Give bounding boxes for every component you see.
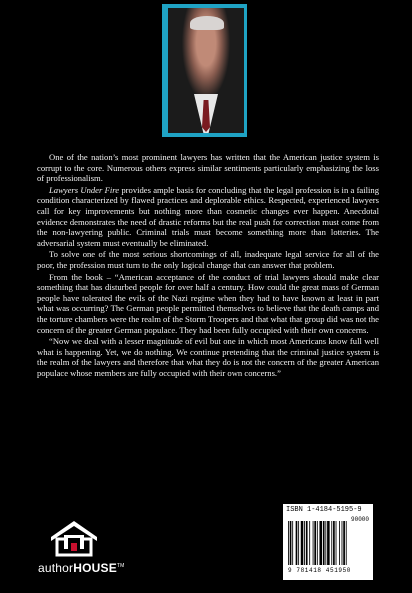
ean-number: 9 781418 451950 — [288, 567, 352, 574]
paragraph-1: One of the nation’s most prominent lawyers has written that the American justice system is corrupt to the core. Numerous others express similar sentiments particularly emphasizing the loss of professionalism. — [37, 152, 379, 184]
publisher-name-bold: HOUSE — [73, 561, 117, 575]
paragraph-2 — [37, 185, 379, 249]
book-title: Lawyers Under Fire — [49, 184, 120, 195]
authorhouse-logo-icon — [47, 517, 101, 557]
trademark: TM — [116, 563, 125, 569]
paragraph-5: “Now we deal with a lesser magnitude of evil but one in which most Americans know full well what is happening. Yet, we do nothing. We continue pretending that the criminal justice system is the realm of the lawyers and therefore that what they do is not the concern of the greater American populace whose members are fully occupied with their own concerns.” — [37, 336, 379, 378]
publisher-name — [38, 561, 125, 575]
back-cover-blurb — [37, 152, 379, 379]
price-code: 90000 — [351, 516, 370, 523]
author-photo — [168, 8, 244, 133]
paragraph-3: To solve one of the most serious shortcomings of all, inadequate legal service for all of the poor, the profession must turn to the only logical change that can answer that problem. — [37, 249, 379, 270]
paragraph-2-text: provides ample basis for concluding that the legal profession is in a failing condition characterized by flawed practices and deplorable ethics. Respected, experienced lawyers call for key improvements but nothing more than cosmetic changes ever happen. Anecdotal evidence demonstrates the need of drastic reforms but the real push for correction must come from the non-lawyering public. Criminal trials must become something more than lotteries. The adversarial system must eventually be eliminated. — [37, 184, 380, 248]
author-hair — [190, 16, 224, 30]
paragraph-4: From the book – “American acceptance of the conduct of trial lawyers should make clear something that has disturbed people for over half a century. How could the great mass of German people have tolerated the evils of the Nazi regime when they had to have known at least in part what was occurring? The German people permitted themselves to believe that the death camps and the torture chambers were the realm of the Storm Troopers and that what that group did was not the concern of the greater German populace. They had been fully occupied with their own concerns. — [37, 271, 379, 335]
publisher-name-light: author — [38, 561, 74, 575]
barcode-icon — [287, 521, 371, 565]
isbn-text: ISBN 1-4184-5195-9 — [286, 506, 362, 514]
